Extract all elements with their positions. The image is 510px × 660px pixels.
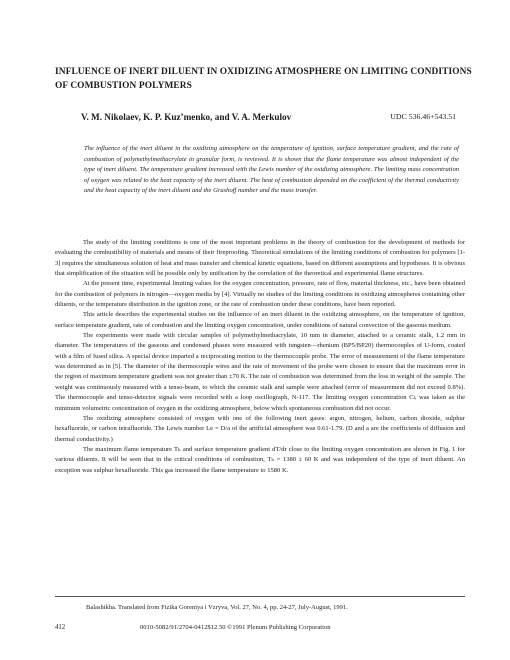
abstract: The influence of the inert diluent in the oxidizing atmosphere on the temperature of ignition, surface temperature gradient, and the rate of combustion of polymethylmethacrylate in granular form, is reviewed. It is shown that the flame temperature was almost independent of the type of inert diluent. The temperature gradient increased with the Lewis number of the oxidizing atmosphere. The limiting mass concentration of oxygen was related to the heat capacity of the inert diluent. The heat of combustion depended on the coefficient of the thermal conductivity and the heat capacity of the inert diluent and the Grashoff number and the mass transfer. <box>84 145 459 195</box>
udc-code: UDC 536.46+543.51 <box>390 112 456 121</box>
paragraph: The maximum flame temperature Tₕ and surface temperature gradient dT/dr close to the limiting oxygen concentration are shown in Fig. 1 for various diluents. It will be seen that in the critical conditions of combustion, Tₕ = 1380 ± 60 K and was independent of the type of inert diluent. An exception was sulphur hexafluoride. This gas increased the flame temperature to 1580 K. <box>55 445 465 474</box>
body-text <box>55 238 465 476</box>
footnote-divider <box>55 596 465 597</box>
footnote: Balashikha. Translated from Fizika Goreniya i Vzryva, Vol. 27, No. 4, pp. 24-27, July-August, 1991. <box>86 604 348 611</box>
paper-title: INFLUENCE OF INERT DILUENT IN OXIDIZING ATMOSPHERE ON LIMITING CONDITIONS OF COMBUSTION POLYMERS <box>55 67 472 91</box>
publication-code: 0010-5082/91/2704-0412$12.50 ©1991 Plenum Publishing Corporation <box>140 624 331 631</box>
paragraph: The experiments were made with circular samples of polymethylmethacrylate, 10 mm in diameter, attached to a ceramic stalk, 1.2 mm in diameter. The temperatures of the gaseous and condensed phases were measured with tungsten—rhenium (BP5/BP20) thermocouples of U-form, coated with a film of fused silica. A special device imparted a reciprocating motion to the thermocouple probe. The error of measurement of the flame temperature was determined as in [5]. The diameter of the thermocouple wires and the rate of movement of the probe were chosen to ensure that the maximum error in the region of maximum temperature gradient was not greater than ±70 K. The rate of combustion was determined from the loss in weight of the sample. The weight was continuously measured with a tenso-beam, to which the ceramic stalk and sample were attached (error of measurement did not exceed 0.8%). The thermocouple and tenso-detector signals were recorded with a loop oscillograph, N-117. The limiting oxygen concentration Cₗᵢ was taken as the minimum volumetric concentration of oxygen in the oxidizing atmosphere, below which spontaneous combustion did not occur. <box>55 332 465 412</box>
paragraph: The oxidizing atmosphere consisted of oxygen with one of the following inert gases: argon, nitrogen, helium, carbon dioxide, sulphur hexafluoride, or carbon tetrafluoride. The Lewis number Le = D/a of the artificial atmosphere was 0.61-1.79. (D and a are the coefficients of diffusion and thermal conductivity.) <box>55 414 465 443</box>
paragraph: The study of the limiting conditions is one of the most important problems in the theory of combustion for the development of methods for evaluating the combustibility of materials and means of their fireproofing. Theoretical simulations of the limiting conditions of combustion for polymers [1-3] requires the simultaneous solution of heat and mass transfer and chemical kinetic equations, based on different assumptions and hypotheses. It is obvious that simplification of the situation will be possible only by unification by the correlation of the theoretical and experimental flame structures. <box>55 239 465 278</box>
paragraph: At the present time, experimental limiting values for the oxygen concentration, pressure, rate of flow, material thickness, etc., have been obtained for the combustion of polymers in nitrogen—oxygen media by [4]. Virtually no studies of the limiting conditions in oxidizing atmospheres containing other diluents, or the temperature distribution in the ignition zone, or the rate of combustion under these conditions, have been reported. <box>55 280 465 309</box>
page-number: 412 <box>55 624 66 631</box>
paper-authors: V. M. Nikolaev, K. P. Kuz’menko, and V. A. Merkulov <box>81 112 292 122</box>
paragraph: This article describes the experimental studies on the influence of an inert diluent in the oxidizing atmosphere, on the temperature of ignition, surface temperature gradient, rate of combustion and the limiting oxygen concentration, under conditions of natural convection of the gaseous medium. <box>55 311 465 329</box>
